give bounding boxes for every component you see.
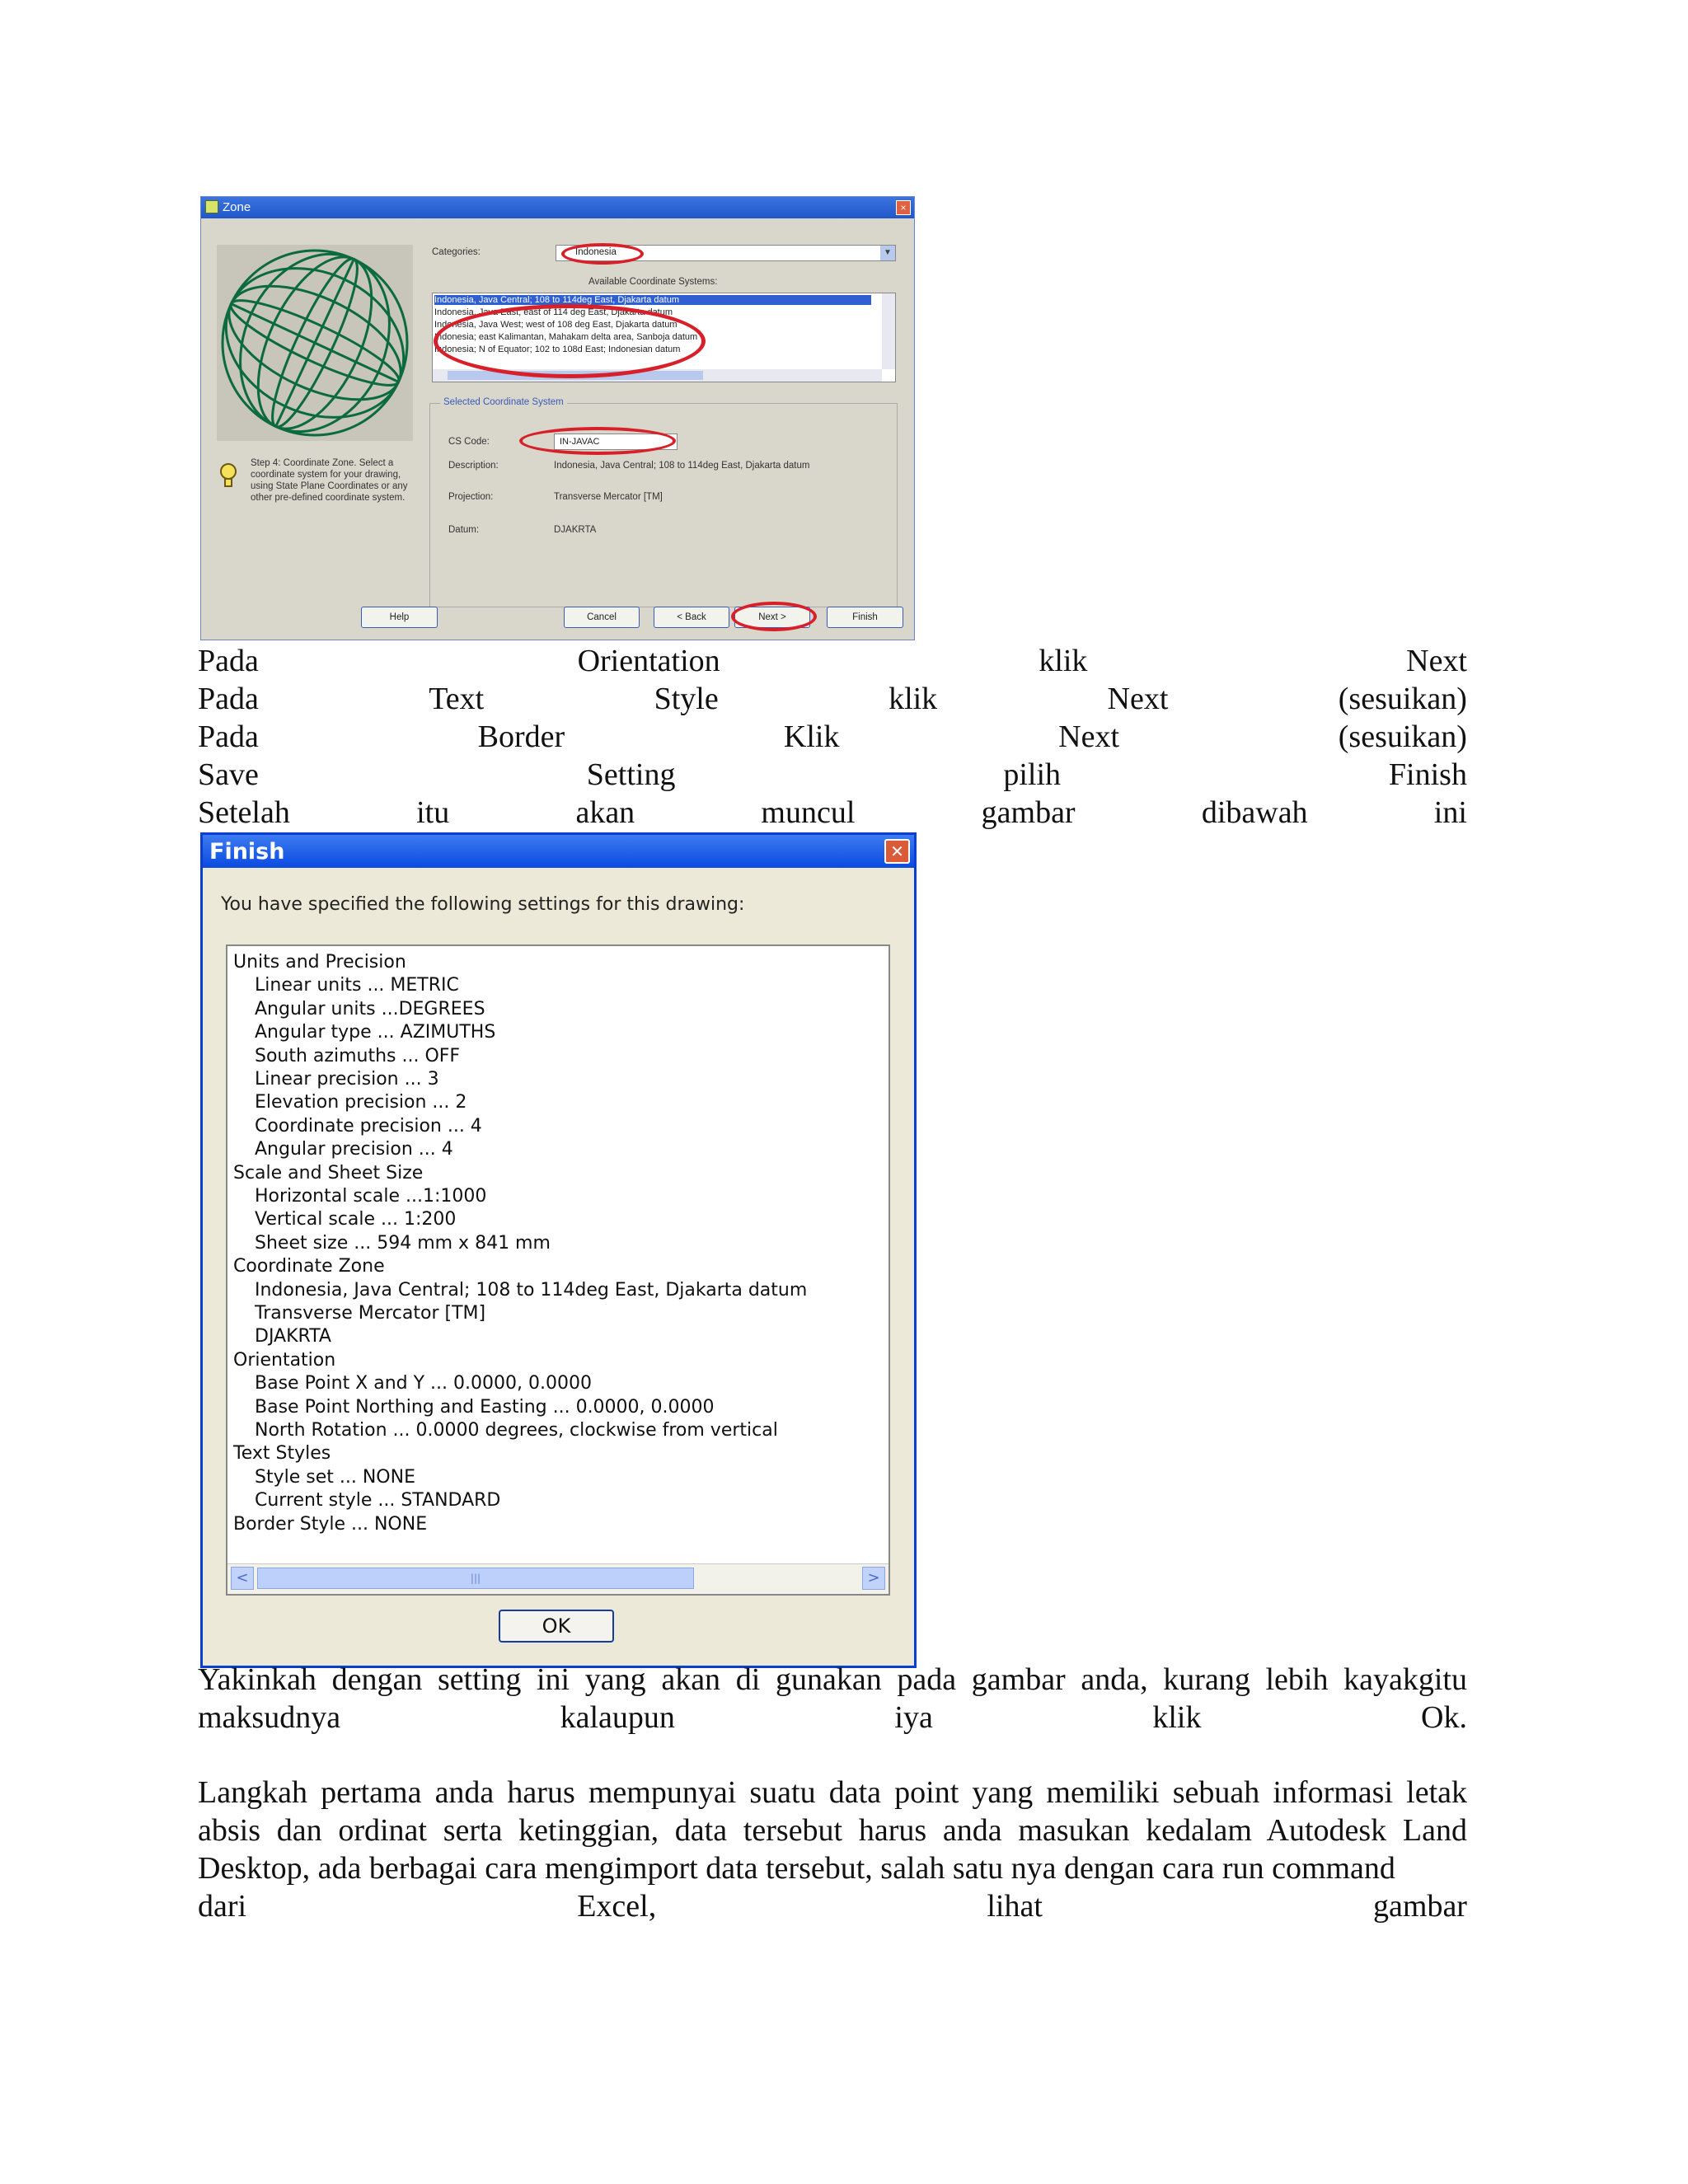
close-icon[interactable]: × xyxy=(896,200,911,215)
word: Next xyxy=(1107,682,1169,716)
word: Next xyxy=(1406,644,1467,678)
word: gambar xyxy=(981,795,1076,830)
word: Setting xyxy=(586,757,676,792)
word: Pada xyxy=(198,682,259,716)
settings-line: DJAKRTA xyxy=(255,1326,331,1347)
globe-icon xyxy=(217,245,413,441)
settings-line: Angular precision ... 4 xyxy=(255,1139,453,1160)
settings-line: Linear units ... METRIC xyxy=(255,975,459,996)
settings-line: Scale and Sheet Size xyxy=(233,1162,424,1183)
step-line-orientation xyxy=(198,642,1467,680)
word: dari xyxy=(198,1889,247,1924)
finish-titlebar xyxy=(203,835,914,868)
list-item[interactable]: Indonesia, Java East; east of 114 deg East, Djakarta datum xyxy=(434,307,673,317)
word: lihat xyxy=(987,1889,1043,1924)
word: ini xyxy=(1433,795,1467,830)
settings-line: Elevation precision ... 2 xyxy=(255,1092,467,1113)
word: (sesuikan) xyxy=(1338,719,1467,754)
word: Orientation xyxy=(577,644,720,678)
settings-line: Base Point Northing and Easting ... 0.0000, 0.0000 xyxy=(255,1396,715,1418)
finish-title: Finish xyxy=(209,839,285,865)
word: maksudnya xyxy=(198,1700,341,1735)
word: Style xyxy=(654,682,719,716)
step-line-text-style xyxy=(198,680,1467,718)
settings-line: Angular type ... AZIMUTHS xyxy=(255,1022,496,1043)
settings-line: Indonesia, Java Central; 108 to 114deg East, Djakarta datum xyxy=(255,1279,808,1301)
zone-titlebar xyxy=(201,197,914,218)
word: kalaupun xyxy=(560,1700,675,1735)
settings-line: Transverse Mercator [TM] xyxy=(255,1303,486,1324)
word: muncul xyxy=(761,795,856,830)
settings-line: Style set ... NONE xyxy=(255,1466,415,1488)
help-button[interactable]: Help xyxy=(361,607,438,628)
word: Pada xyxy=(198,644,259,678)
settings-line: South azimuths ... OFF xyxy=(255,1045,461,1066)
word: klik xyxy=(1152,1700,1202,1735)
next-button[interactable]: Next > xyxy=(734,607,810,628)
description-label: Description: xyxy=(448,461,499,471)
list-item[interactable]: Indonesia; east Kalimantan, Mahakam delta area, Sanboja datum xyxy=(434,332,698,342)
settings-line: Base Point X and Y ... 0.0000, 0.0000 xyxy=(255,1373,592,1394)
settings-line: Linear precision ... 3 xyxy=(255,1069,439,1090)
settings-line: Current style ... STANDARD xyxy=(255,1490,501,1511)
step-line-result xyxy=(198,794,1467,832)
scroll-thumb[interactable]: ||| xyxy=(257,1568,694,1589)
projection-label: Projection: xyxy=(448,492,494,502)
word: Save xyxy=(198,757,259,792)
description-value: Indonesia, Java Central; 108 to 114deg East, Djakarta datum xyxy=(554,461,810,471)
hint-text: Step 4: Coordinate Zone. Select a coordinate system for your drawing, using State Plane Coordinates or any other pre-defined coordinate system. xyxy=(251,458,408,503)
word: (sesuikan) xyxy=(1338,682,1467,716)
settings-line: Text Styles xyxy=(233,1443,331,1465)
word: iya xyxy=(894,1700,933,1735)
settings-line: Horizontal scale ...1:1000 xyxy=(255,1186,487,1207)
confirm-line-2 xyxy=(198,1699,1467,1736)
word: dibawah xyxy=(1201,795,1308,830)
horizontal-scrollbar[interactable] xyxy=(227,1563,889,1594)
settings-summary-box[interactable] xyxy=(226,944,890,1596)
ok-button[interactable]: OK xyxy=(499,1610,614,1643)
settings-line: Vertical scale ... 1:200 xyxy=(255,1209,457,1230)
back-button[interactable]: < Back xyxy=(654,607,729,628)
word: Setelah xyxy=(198,795,290,830)
word: Ok. xyxy=(1421,1700,1467,1735)
finish-button[interactable]: Finish xyxy=(827,607,903,628)
datum-label: Datum: xyxy=(448,525,480,535)
close-icon[interactable]: ✕ xyxy=(884,839,910,864)
word: gambar xyxy=(1373,1889,1467,1924)
cancel-button[interactable]: Cancel xyxy=(564,607,640,628)
selected-group-label: Selected Coordinate System xyxy=(440,397,567,407)
list-item[interactable]: Indonesia, Java Central; 108 to 114deg East, Djakarta datum xyxy=(434,295,871,305)
finish-intro-text: You have specified the following settings for this drawing: xyxy=(221,894,745,915)
word: klik xyxy=(1039,644,1088,678)
categories-label: Categories: xyxy=(432,247,481,257)
zone-title: Zone xyxy=(223,200,251,214)
settings-line: Orientation xyxy=(233,1349,336,1371)
word: Excel, xyxy=(577,1889,657,1924)
chevron-down-icon[interactable]: ▼ xyxy=(880,246,895,260)
highlight-ellipse-systems xyxy=(434,304,706,378)
scroll-right-icon[interactable]: > xyxy=(862,1567,885,1590)
highlight-ellipse-cs-code xyxy=(519,427,676,455)
projection-value: Transverse Mercator [TM] xyxy=(554,492,663,502)
globe-image xyxy=(217,245,413,441)
list-item[interactable]: Indonesia; N of Equator; 102 to 108d East; Indonesian datum xyxy=(434,344,681,354)
lightbulb-icon xyxy=(219,462,237,490)
available-systems-label: Available Coordinate Systems: xyxy=(588,277,718,287)
settings-line: Units and Precision xyxy=(233,952,406,972)
word: klik xyxy=(889,682,938,716)
settings-line: North Rotation ... 0.0000 degrees, clockwise from vertical xyxy=(255,1420,778,1441)
app-icon xyxy=(205,200,218,213)
instruction-paragraph: Langkah pertama anda harus mempunyai suatu data point yang memiliki sebuah informasi letak absis dan ordinat serta ketinggian, data tersebut harus anda masukan kedalam Autodesk Land Desktop, ada berbagai cara mengimport data tersebut, salah satu nya dengan cara run command xyxy=(198,1775,1467,1886)
confirm-line-1: Yakinkah dengan setting ini yang akan di gunakan pada gambar anda, kurang lebih kayakgitu xyxy=(198,1662,1467,1697)
word: pilih xyxy=(1003,757,1062,792)
word: Text xyxy=(429,682,485,716)
highlight-ellipse-next xyxy=(731,602,817,631)
list-item[interactable]: Indonesia, Java West; west of 108 deg East, Djakarta datum xyxy=(434,320,678,330)
settings-line: Angular units ...DEGREES xyxy=(255,998,485,1019)
highlight-ellipse-category xyxy=(561,243,644,265)
settings-line: Coordinate Zone xyxy=(233,1256,385,1277)
zone-dialog xyxy=(200,196,915,640)
step-line-border xyxy=(198,718,1467,756)
categories-value: Indonesia xyxy=(575,247,617,257)
word: Klik xyxy=(783,719,840,754)
datum-value: DJAKRTA xyxy=(554,525,597,535)
word: Border xyxy=(477,719,565,754)
word: itu xyxy=(416,795,450,830)
settings-line: Coordinate precision ... 4 xyxy=(255,1115,482,1137)
settings-line: Sheet size ... 594 mm x 841 mm xyxy=(255,1232,551,1254)
word: akan xyxy=(575,795,635,830)
scroll-left-icon[interactable]: < xyxy=(231,1567,254,1590)
word: Pada xyxy=(198,719,259,754)
word: Finish xyxy=(1388,757,1467,792)
paragraph-last-line xyxy=(198,1887,1467,1925)
step-line-save-setting xyxy=(198,756,1467,794)
word: Next xyxy=(1058,719,1120,754)
cs-code-field[interactable]: IN-JAVAC xyxy=(554,434,678,450)
vertical-scrollbar[interactable] xyxy=(882,293,895,369)
settings-line: Border Style ... NONE xyxy=(233,1513,428,1535)
finish-dialog xyxy=(200,832,917,1668)
cs-code-label: CS Code: xyxy=(448,437,490,447)
